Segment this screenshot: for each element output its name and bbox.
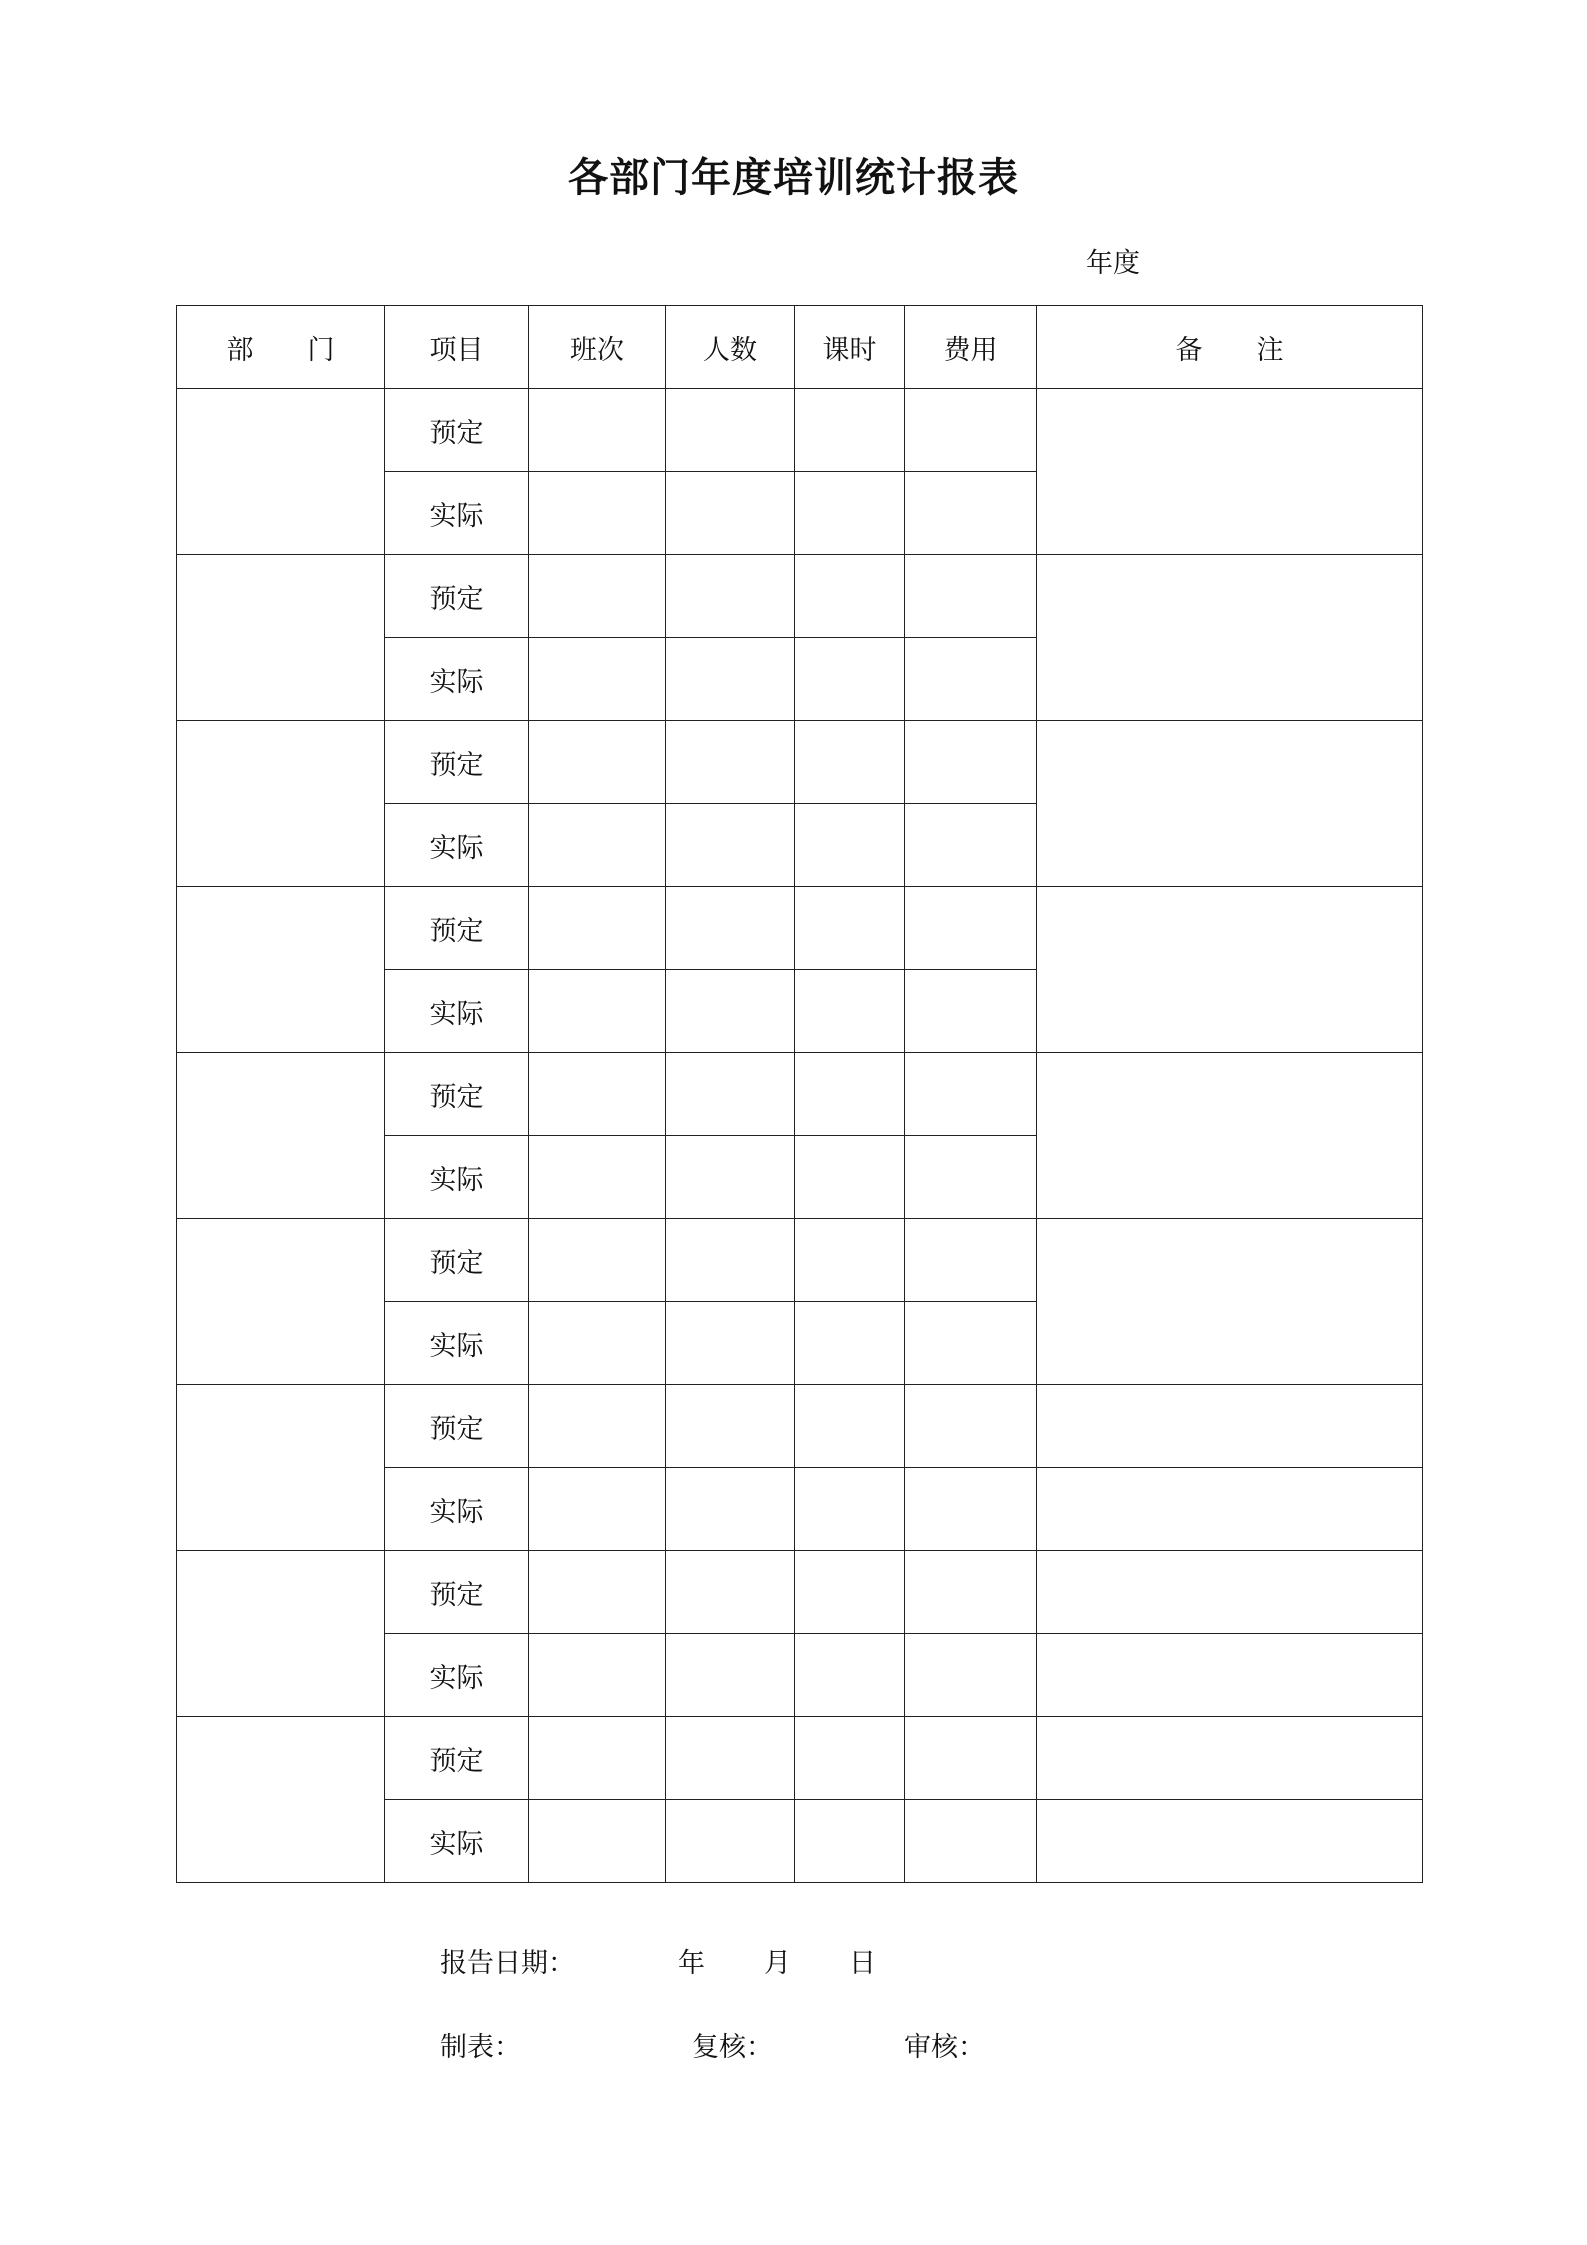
remarks-cell[interactable] [1037, 555, 1423, 721]
people-cell[interactable] [666, 1385, 795, 1468]
department-cell[interactable] [177, 721, 385, 887]
hours-cell[interactable] [795, 1468, 905, 1551]
cost-cell[interactable] [905, 887, 1037, 970]
year-label: 年度 [1086, 248, 1140, 279]
item-cell: 实际 [385, 1136, 529, 1219]
people-cell[interactable] [666, 721, 795, 804]
item-cell: 预定 [385, 721, 529, 804]
training-statistics-table [176, 305, 1423, 1883]
table-row [177, 1053, 1423, 1136]
remarks-cell[interactable] [1037, 887, 1423, 1053]
item-cell: 预定 [385, 1551, 529, 1634]
people-cell[interactable] [666, 1800, 795, 1883]
hours-cell[interactable] [795, 472, 905, 555]
item-cell: 实际 [385, 970, 529, 1053]
item-cell: 实际 [385, 1634, 529, 1717]
people-cell[interactable] [666, 1634, 795, 1717]
remarks-cell[interactable] [1037, 1551, 1423, 1634]
people-cell[interactable] [666, 638, 795, 721]
report-date-month: 月 [764, 1948, 791, 1979]
remarks-cell[interactable] [1037, 1053, 1423, 1219]
item-cell: 实际 [385, 638, 529, 721]
people-cell[interactable] [666, 1302, 795, 1385]
remarks-cell[interactable] [1037, 389, 1423, 555]
cost-cell[interactable] [905, 1634, 1037, 1717]
classes-cell[interactable] [529, 1468, 666, 1551]
classes-cell[interactable] [529, 555, 666, 638]
cost-cell[interactable] [905, 1800, 1037, 1883]
table-row [177, 1551, 1423, 1634]
classes-cell[interactable] [529, 1136, 666, 1219]
remarks-cell[interactable] [1037, 1385, 1423, 1468]
people-cell[interactable] [666, 389, 795, 472]
page-title: 各部门年度培训统计报表 [568, 155, 1019, 201]
classes-cell[interactable] [529, 804, 666, 887]
cost-cell[interactable] [905, 1219, 1037, 1302]
cost-cell[interactable] [905, 1717, 1037, 1800]
people-cell[interactable] [666, 1136, 795, 1219]
cost-cell[interactable] [905, 389, 1037, 472]
hours-cell[interactable] [795, 638, 905, 721]
people-cell[interactable] [666, 970, 795, 1053]
approved-by-label: 审核： [904, 2032, 985, 2063]
cost-cell[interactable] [905, 1302, 1037, 1385]
people-cell[interactable] [666, 1717, 795, 1800]
header-department: 部 门 [177, 306, 385, 389]
hours-cell[interactable] [795, 555, 905, 638]
table-row [177, 555, 1423, 638]
cost-cell[interactable] [905, 1468, 1037, 1551]
cost-cell[interactable] [905, 1551, 1037, 1634]
prepared-by-label: 制表： [440, 2032, 521, 2063]
hours-cell[interactable] [795, 1385, 905, 1468]
people-cell[interactable] [666, 887, 795, 970]
item-cell: 预定 [385, 887, 529, 970]
report-date-label: 报告日期： [440, 1948, 575, 1979]
cost-cell[interactable] [905, 804, 1037, 887]
header-classes: 班次 [529, 306, 666, 389]
cost-cell[interactable] [905, 1053, 1037, 1136]
hours-cell[interactable] [795, 1219, 905, 1302]
header-remarks: 备 注 [1037, 306, 1423, 389]
hours-cell[interactable] [795, 1302, 905, 1385]
header-people: 人数 [666, 306, 795, 389]
item-cell: 实际 [385, 804, 529, 887]
department-cell[interactable] [177, 555, 385, 721]
table-row [177, 1385, 1423, 1468]
hours-cell[interactable] [795, 389, 905, 472]
classes-cell[interactable] [529, 1302, 666, 1385]
item-cell: 预定 [385, 1385, 529, 1468]
people-cell[interactable] [666, 555, 795, 638]
remarks-cell[interactable] [1037, 1468, 1423, 1551]
report-date-year: 年 [678, 1948, 705, 1979]
table-row [177, 389, 1423, 472]
cost-cell[interactable] [905, 1385, 1037, 1468]
department-cell[interactable] [177, 1551, 385, 1717]
classes-cell[interactable] [529, 721, 666, 804]
hours-cell[interactable] [795, 1800, 905, 1883]
hours-cell[interactable] [795, 1717, 905, 1800]
item-cell: 预定 [385, 1053, 529, 1136]
cost-cell[interactable] [905, 1136, 1037, 1219]
classes-cell[interactable] [529, 389, 666, 472]
item-cell: 实际 [385, 1468, 529, 1551]
remarks-cell[interactable] [1037, 1634, 1423, 1717]
checked-by-label: 复核： [692, 2032, 773, 2063]
cost-cell[interactable] [905, 555, 1037, 638]
item-cell: 预定 [385, 1219, 529, 1302]
people-cell[interactable] [666, 1468, 795, 1551]
classes-cell[interactable] [529, 1053, 666, 1136]
hours-cell[interactable] [795, 1136, 905, 1219]
hours-cell[interactable] [795, 970, 905, 1053]
department-cell[interactable] [177, 389, 385, 555]
header-item: 项目 [385, 306, 529, 389]
report-date-day: 日 [849, 1948, 876, 1979]
department-cell[interactable] [177, 1385, 385, 1551]
header-cost: 费用 [905, 306, 1037, 389]
cost-cell[interactable] [905, 970, 1037, 1053]
classes-cell[interactable] [529, 1385, 666, 1468]
classes-cell[interactable] [529, 638, 666, 721]
classes-cell[interactable] [529, 1551, 666, 1634]
department-cell[interactable] [177, 1053, 385, 1219]
item-cell: 实际 [385, 472, 529, 555]
classes-cell[interactable] [529, 1717, 666, 1800]
remarks-cell[interactable] [1037, 1800, 1423, 1883]
cost-cell[interactable] [905, 721, 1037, 804]
hours-cell[interactable] [795, 1551, 905, 1634]
table-row [177, 1717, 1423, 1800]
item-cell: 实际 [385, 1302, 529, 1385]
cost-cell[interactable] [905, 472, 1037, 555]
item-cell: 实际 [385, 1800, 529, 1883]
hours-cell[interactable] [795, 887, 905, 970]
hours-cell[interactable] [795, 1634, 905, 1717]
classes-cell[interactable] [529, 887, 666, 970]
classes-cell[interactable] [529, 472, 666, 555]
classes-cell[interactable] [529, 970, 666, 1053]
department-cell[interactable] [177, 1717, 385, 1883]
table-row [177, 721, 1423, 804]
hours-cell[interactable] [795, 1053, 905, 1136]
item-cell: 预定 [385, 389, 529, 472]
table-row [177, 1219, 1423, 1302]
header-row [177, 306, 1423, 389]
classes-cell[interactable] [529, 1219, 666, 1302]
people-cell[interactable] [666, 1551, 795, 1634]
classes-cell[interactable] [529, 1634, 666, 1717]
header-hours: 课时 [795, 306, 905, 389]
people-cell[interactable] [666, 1053, 795, 1136]
hours-cell[interactable] [795, 721, 905, 804]
item-cell: 预定 [385, 555, 529, 638]
people-cell[interactable] [666, 472, 795, 555]
item-cell: 预定 [385, 1717, 529, 1800]
department-cell[interactable] [177, 1219, 385, 1385]
people-cell[interactable] [666, 804, 795, 887]
remarks-cell[interactable] [1037, 1717, 1423, 1800]
table-row [177, 887, 1423, 970]
people-cell[interactable] [666, 1219, 795, 1302]
table-body [177, 389, 1423, 1883]
department-cell[interactable] [177, 887, 385, 1053]
cost-cell[interactable] [905, 638, 1037, 721]
remarks-cell[interactable] [1037, 721, 1423, 887]
remarks-cell[interactable] [1037, 1219, 1423, 1385]
hours-cell[interactable] [795, 804, 905, 887]
classes-cell[interactable] [529, 1800, 666, 1883]
